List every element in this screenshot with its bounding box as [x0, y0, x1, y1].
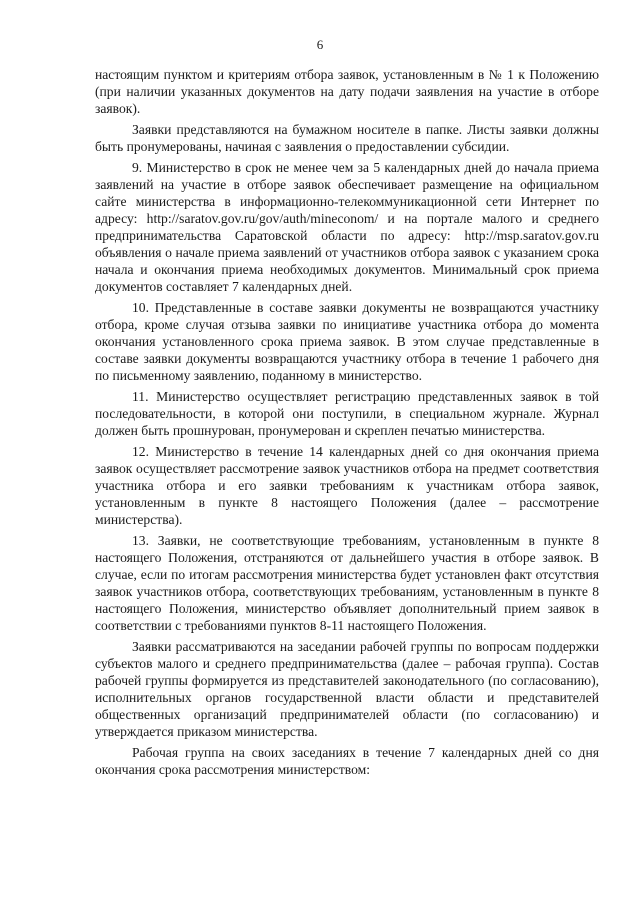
paragraph-item-10: 10. Представленные в составе заявки документы не возвращаются участнику отбора, кроме случая отзыва заявки по инициативе участника отбора до момента окончания установленного срока приема заявок. В этом случае представленные в составе заявки документы возвращаются участнику отбора в течение 1 рабочего дня по письменному заявлению, поданному в министерство.	[95, 300, 599, 383]
paragraph-item-12: 12. Министерство в течение 14 календарных дней со дня окончания приема заявок осуществляет рассмотрение заявок участников отбора на предмет соответствия участника отбора и его заявки требованиям к участникам отбора заявок, установленным в пункте 8 настоящего Положения (далее – рассмотрение министерства).	[95, 444, 599, 527]
paragraph-working-group-sessions: Рабочая группа на своих заседаниях в течение 7 календарных дней со дня окончания срока рассмотрения министерством:	[95, 745, 599, 777]
paragraph-item-11: 11. Министерство осуществляет регистрацию представленных заявок в той последовательности, в которой они поступили, в специальном журнале. Журнал должен быть прошнурован, пронумерован и скреплен печатью министерства.	[95, 389, 599, 438]
page-number: 6	[316, 37, 324, 52]
paragraph-item-13: 13. Заявки, не соответствующие требованиям, установленным в пункте 8 настоящего Положения, отстраняются от дальнейшего участия в отборе заявок. В случае, если по итогам рассмотрения министерства будет установлен факт отсутствия заявок участников отбора, соответствующих требованиям, установленным в пункте 8 настоящего Положения, министерство объявляет дополнительный прием заявок в соответствии с требованиями пунктов 8-11 настоящего Положения.	[95, 533, 599, 633]
document-body	[95, 66, 599, 782]
paragraph-item-9: 9. Министерство в срок не менее чем за 5 календарных дней до начала приема заявлений на участие в отборе заявок обеспечивает размещение на официальном сайте министерства в информационно-телекоммуникационной сети Интернет по адресу: http://saratov.gov.ru/gov/auth/mineconom/ и на портале малого и среднего предпринимательства Саратовской области по адресу: http://msp.saratov.gov.ru объявления о начале приема заявлений от участников отбора заявок с указанием срока начала и окончания приема необходимых документов. Минимальный срок приема документов составляет 7 календарных дней.	[95, 160, 599, 294]
paragraph-paper-format: Заявки представляются на бумажном носителе в папке. Листы заявки должны быть пронумерованы, начиная с заявления о предоставлении субсидии.	[95, 122, 599, 154]
paragraph-working-group: Заявки рассматриваются на заседании рабочей группы по вопросам поддержки субъектов малого и среднего предпринимательства (далее – рабочая группа). Состав рабочей группы формируется из представителей законодательного (по согласованию), исполнительных органов государственной власти области и представителей общественных организаций предпринимателей области (по согласованию) и утверждается приказом министерства.	[95, 639, 599, 739]
paragraph-continuation: настоящим пунктом и критериям отбора заявок, установленным в № 1 к Положению (при наличии указанных документов на дату подачи заявления на участие в отборе заявок).	[95, 67, 599, 116]
